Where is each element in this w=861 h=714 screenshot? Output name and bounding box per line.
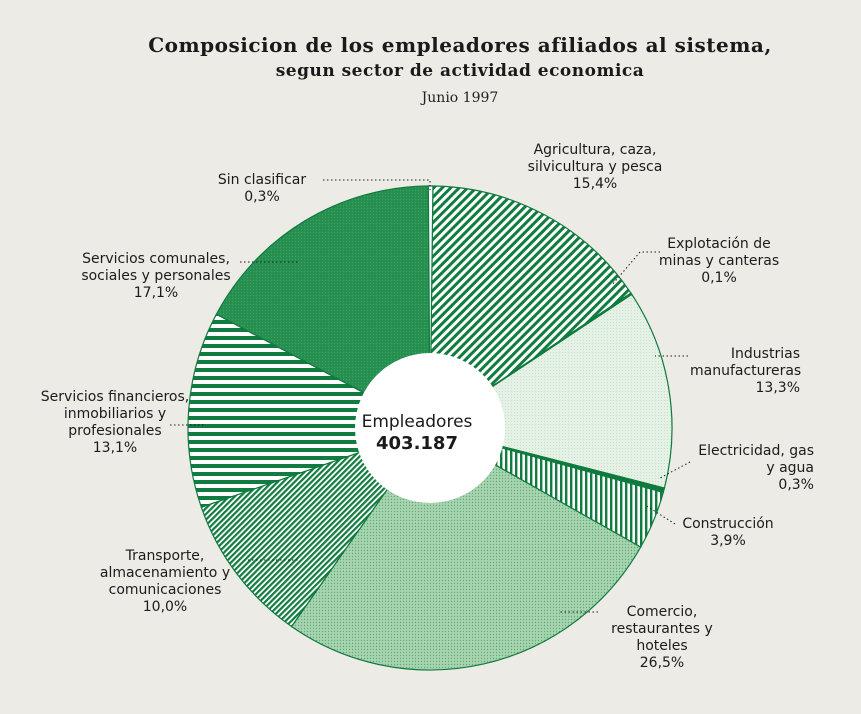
slice-label-name: Construcción <box>682 516 774 532</box>
slice-label-name: Transporte, almacenamiento y comunicaciones <box>99 548 231 598</box>
slice-label-value: 15,4% <box>572 176 618 192</box>
slice-label-value: 3,9% <box>710 533 746 549</box>
slice-label <box>500 142 690 193</box>
slice-label-value: 13,3% <box>755 380 800 396</box>
slice-label-value: 26,5% <box>639 655 685 671</box>
slice-label-name: Servicios comunales, sociales y personales <box>81 251 231 284</box>
slice-label-value: 17,1% <box>133 285 179 301</box>
slice-label-name: Servicios financieros, inmobiliarios y profesionales <box>40 389 190 439</box>
slice-label-name: Agricultura, caza, silvicultura y pesca <box>527 142 663 175</box>
slice-label <box>597 604 727 672</box>
slice-label <box>75 548 255 616</box>
slice-label-name: Electricidad, gas y agua <box>698 443 814 476</box>
slice-label-name: Industrias manufactureras <box>690 346 802 379</box>
slice-label <box>672 516 784 550</box>
slice-label <box>692 443 814 494</box>
slice-label-value: 0,1% <box>701 270 737 286</box>
slice-label-value: 13,1% <box>92 440 138 456</box>
slice-label-name: Sin clasificar <box>217 172 307 188</box>
slice-label <box>35 389 195 457</box>
center-label-total: 403.187 <box>376 433 458 454</box>
slice-label-name: Comercio, restaurantes y hoteles <box>611 604 713 654</box>
slice-label <box>655 236 783 287</box>
chart-title: Composicion de los empleadores afiliados al sistema, <box>148 33 772 57</box>
slice-label <box>690 346 800 397</box>
slice-label <box>66 251 246 302</box>
slice-label-value: 0,3% <box>244 189 280 205</box>
chart-title-line2: segun sector de actividad economica <box>275 61 645 81</box>
slice-label-name: Explotación de minas y canteras <box>658 236 780 269</box>
slice-label-value: 0,3% <box>778 477 814 493</box>
center-label-caption: Empleadores <box>361 412 473 432</box>
chart-subtitle: Junio 1997 <box>421 90 499 106</box>
slice-label <box>212 172 312 206</box>
center-label <box>337 412 497 454</box>
slice-label-value: 10,0% <box>142 599 188 615</box>
